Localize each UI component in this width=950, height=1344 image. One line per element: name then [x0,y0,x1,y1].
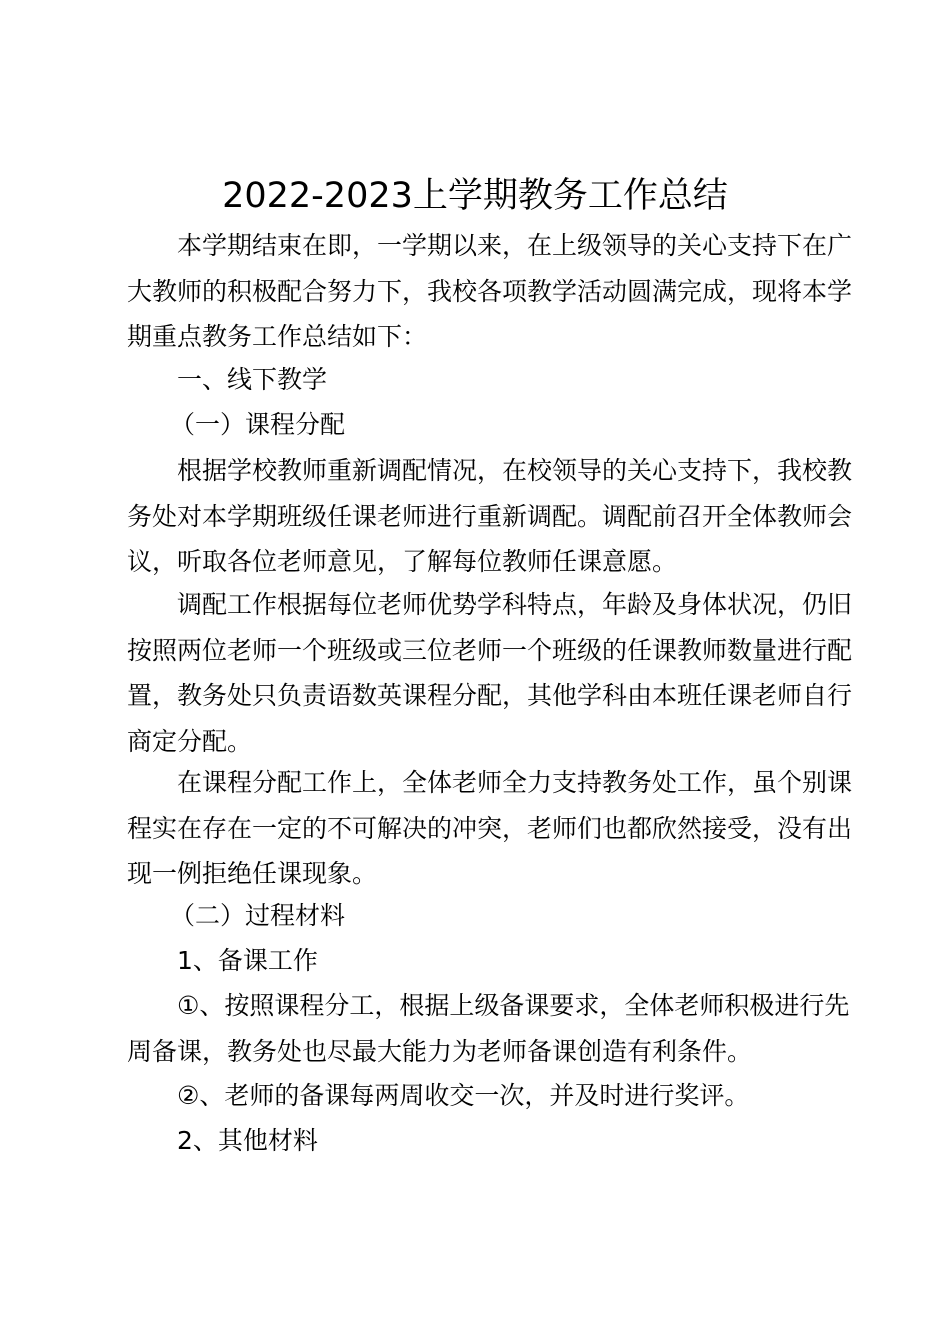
subsection-heading-course-allocation: （一）课程分配 [170,410,346,439]
item-heading-lesson-preparation: 1、备课工作 [177,946,318,975]
section-heading-offline-teaching: 一、线下教学 [177,365,328,394]
intro-paragraph: 本学期结束在即，一学期以来，在上级领导的关心支持下在广大教师的积极配合努力下，我校各项教学活动圆满完成，现将本学期重点教务工作总结如下： [127,231,853,351]
subsection-heading-process-materials: （二）过程材料 [170,901,346,930]
item-heading-other-materials: 2、其他材料 [177,1126,318,1155]
lesson-preparation-point-1: ①、按照课程分工，根据上级备课要求，全体老师积极进行先周备课，教务处也尽最大能力为老师备课创造有利条件。 [127,991,850,1066]
course-allocation-paragraph-3: 在课程分配工作上，全体老师全力支持教务处工作，虽个别课程实在存在一定的不可解决的冲突，老师们也都欣然接受，没有出现一例拒绝任课现象。 [127,768,853,888]
course-allocation-paragraph-1: 根据学校教师重新调配情况，在校领导的关心支持下，我校教务处对本学期班级任课老师进行重新调配。调配前召开全体教师会议，听取各位老师意见，了解每位教师任课意愿。 [127,456,853,576]
lesson-preparation-point-2: ②、老师的备课每两周收交一次，并及时进行奖评。 [177,1081,750,1110]
course-allocation-paragraph-2: 调配工作根据每位老师优势学科特点，年龄及身体状况，仍旧按照两位老师一个班级或三位老师一个班级的任课教师数量进行配置，教务处只负责语数英课程分配，其他学科由本班任课老师自行商定分配。 [127,590,853,756]
document-title: 2022-2023上学期教务工作总结 [222,176,728,216]
